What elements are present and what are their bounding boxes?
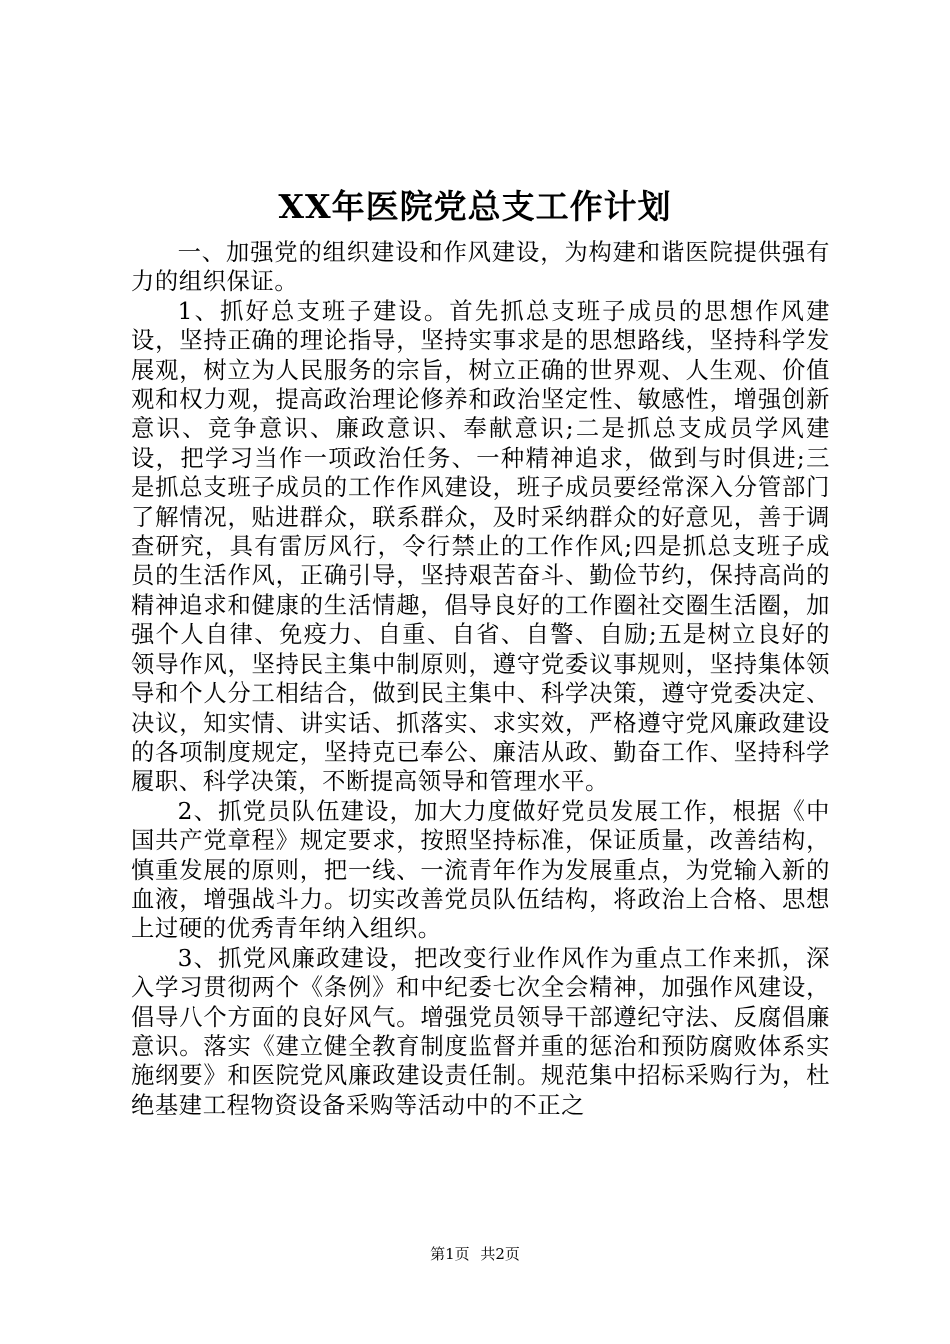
page-number-total: 共2页: [480, 1245, 520, 1263]
paragraph-section-1-heading: 一、加强党的组织建设和作风建设，为构建和谐医院提供强有力的组织保证。: [131, 239, 830, 296]
page-footer: [0, 1244, 950, 1264]
paragraph-item-3: 3、抓党风廉政建设，把改变行业作风作为重点工作来抓，深入学习贯彻两个《条例》和中纪委七次全会精神，加强作风建设，倡导八个方面的良好风气。增强党员领导干部遵纪守法、反腐倡廉意识。落实《建立健全教育制度监督并重的惩治和预防腐败体系实施纲要》和医院党风廉政建设责任制。规范集中招标采购行为，杜绝基建工程物资设备采购等活动中的不正之: [131, 944, 830, 1119]
paragraph-item-1: 1、抓好总支班子建设。首先抓总支班子成员的思想作风建设，坚持正确的理论指导，坚持实事求是的思想路线，坚持科学发展观，树立为人民服务的宗旨，树立正确的世界观、人生观、价值观和权力观，提高政治理论修养和政治坚定性、敏感性，增强创新意识、竞争意识、廉政意识、奉献意识;二是抓总支成员学风建设，把学习当作一项政治任务、一种精神追求，做到与时俱进;三是抓总支班子成员的工作作风建设，班子成员要经常深入分管部门了解情况，贴进群众，联系群众，及时采纳群众的好意见，善于调查研究，具有雷厉风行，令行禁止的工作作风;四是抓总支班子成员的生活作风，正确引导，坚持艰苦奋斗、勤俭节约，保持高尚的精神追求和健康的生活情趣，倡导良好的工作圈社交圈生活圈，加强个人自律、免疫力、自重、自省、自警、自励;五是树立良好的领导作风，坚持民主集中制原则，遵守党委议事规则，坚持集体领导和个人分工相结合，做到民主集中、科学决策，遵守党委决定、决议，知实情、讲实话、抓落实、求实效，严格遵守党风廉政建设的各项制度规定，坚持克已奉公、廉洁从政、勤奋工作、坚持科学履职、科学决策，不断提高领导和管理水平。: [131, 297, 830, 796]
page-number-current: 第1页: [430, 1245, 470, 1263]
paragraph-item-2: 2、抓党员队伍建设，加大力度做好党员发展工作，根据《中国共产党章程》规定要求，按照坚持标准，保证质量，改善结构，慎重发展的原则，把一线、一流青年作为发展重点，为党输入新的血液，增强战斗力。切实改善党员队伍结构，将政治上合格、思想上过硬的优秀青年纳入组织。: [131, 797, 830, 943]
document-body: [131, 238, 830, 1120]
document-title: XX年医院党总支工作计划: [278, 187, 672, 226]
